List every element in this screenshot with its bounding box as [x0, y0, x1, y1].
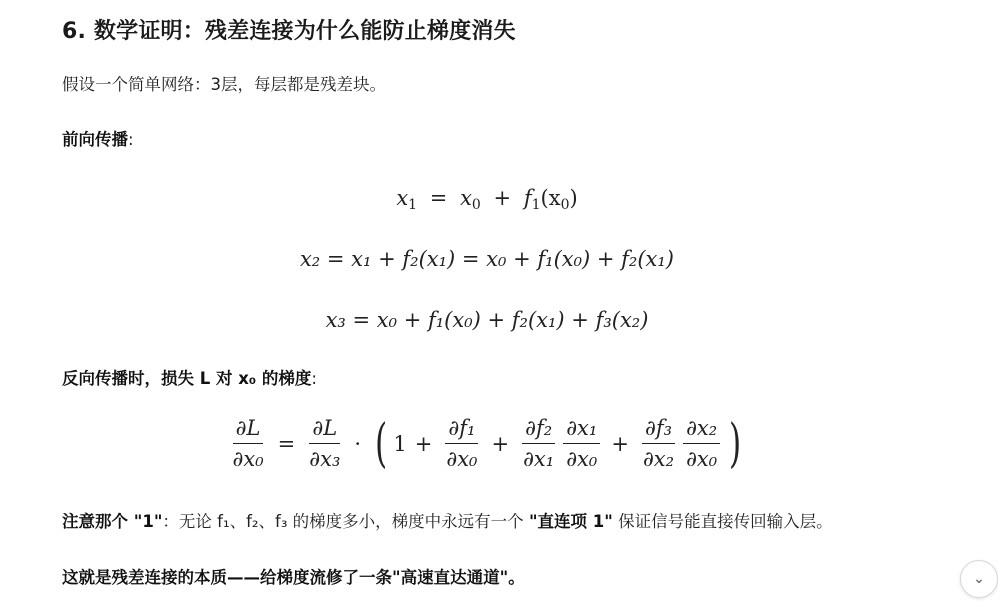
frac-dL-dx0: $\frac{\partial L}{\text{∂x₀}}$ — [232, 416, 264, 471]
summary-paragraph: 这就是残差连接的本质——给梯度流修了一条"高速直达通道"。 — [62, 568, 525, 587]
note-paragraph: 注意那个 "1"：无论 f₁、f₂、f₃ 的梯度多小，梯度中永远有一个 "直连项 1" 保证信号能直接传回输入层。 — [62, 512, 833, 531]
open-paren: ( — [375, 413, 388, 474]
forward-colon: : — [128, 130, 134, 149]
chevron-down-icon: ⌄ — [973, 571, 985, 587]
frac-dx2-dx0: $\frac{\text{∂x₂}}{\text{∂x₀}}$ — [683, 416, 720, 471]
section-heading: 6. 数学证明：残差连接为什么能防止梯度消失 — [62, 19, 516, 44]
backward-label-line: 反向传播时，损失 L 对 x₀ 的梯度: — [62, 369, 317, 388]
note-bold-2: "直连项 1" — [528, 512, 613, 531]
frac-df1-dx0: $\frac{\text{∂f₁}}{\text{∂x₀}}$ — [446, 416, 478, 471]
note-bold-1: 注意那个 "1" — [62, 512, 163, 531]
equation-1: $x_1 = x_0 + f_1(x_0)$ — [396, 186, 578, 213]
frac-dx1-dx0: $\frac{\text{∂x₁}}{\text{∂x₀}}$ — [563, 416, 600, 471]
frac-df3-dx2: $\frac{\text{∂f₃}}{\text{∂x₂}}$ — [642, 416, 675, 471]
equation-2: x₂ = x₁ + f₂(x₁) = x₀ + f₁(x₀) + f₂(x₁) — [299, 247, 675, 271]
frac-dL-dx3: $\frac{\partial L}{\text{∂x₃}}$ — [309, 416, 341, 471]
equation-3: x₃ = x₀ + f₁(x₀) + f₂(x₁) + f₃(x₂) — [325, 308, 649, 332]
intro-paragraph: 假设一个简单网络：3层，每层都是残差块。 — [62, 75, 386, 94]
frac-df2-dx1: $\frac{\text{∂f₂}}{\text{∂x₁}}$ — [523, 416, 555, 471]
gradient-equation: $\frac{\partial L}{\text{∂x₀}}$ = $\frac{\partial L}{\text{∂x₃}}$ · ( 1 + $\frac{\text{∂f₁}}{\text{∂x₀}}$ + $\frac{\text{∂f₂}}{\text{∂x₁}}$ $\frac{\text{∂x₁}}{\text{∂x₀}}$ + $\frac{\text{∂f₃}}{\text{∂x₂}}$ $\frac{\text{∂x₂}}{\text{∂x₀}}$ ) — [62, 416, 912, 471]
backward-label: 反向传播时，损失 L 对 x₀ 的梯度 — [62, 369, 312, 388]
forward-label-line — [62, 128, 134, 152]
scroll-down-button[interactable] — [960, 560, 998, 598]
eq1-lhs: x — [396, 186, 409, 210]
direct-term-one: 1 — [393, 431, 407, 456]
close-paren: ) — [729, 413, 742, 474]
forward-label: 前向传播 — [62, 130, 128, 149]
